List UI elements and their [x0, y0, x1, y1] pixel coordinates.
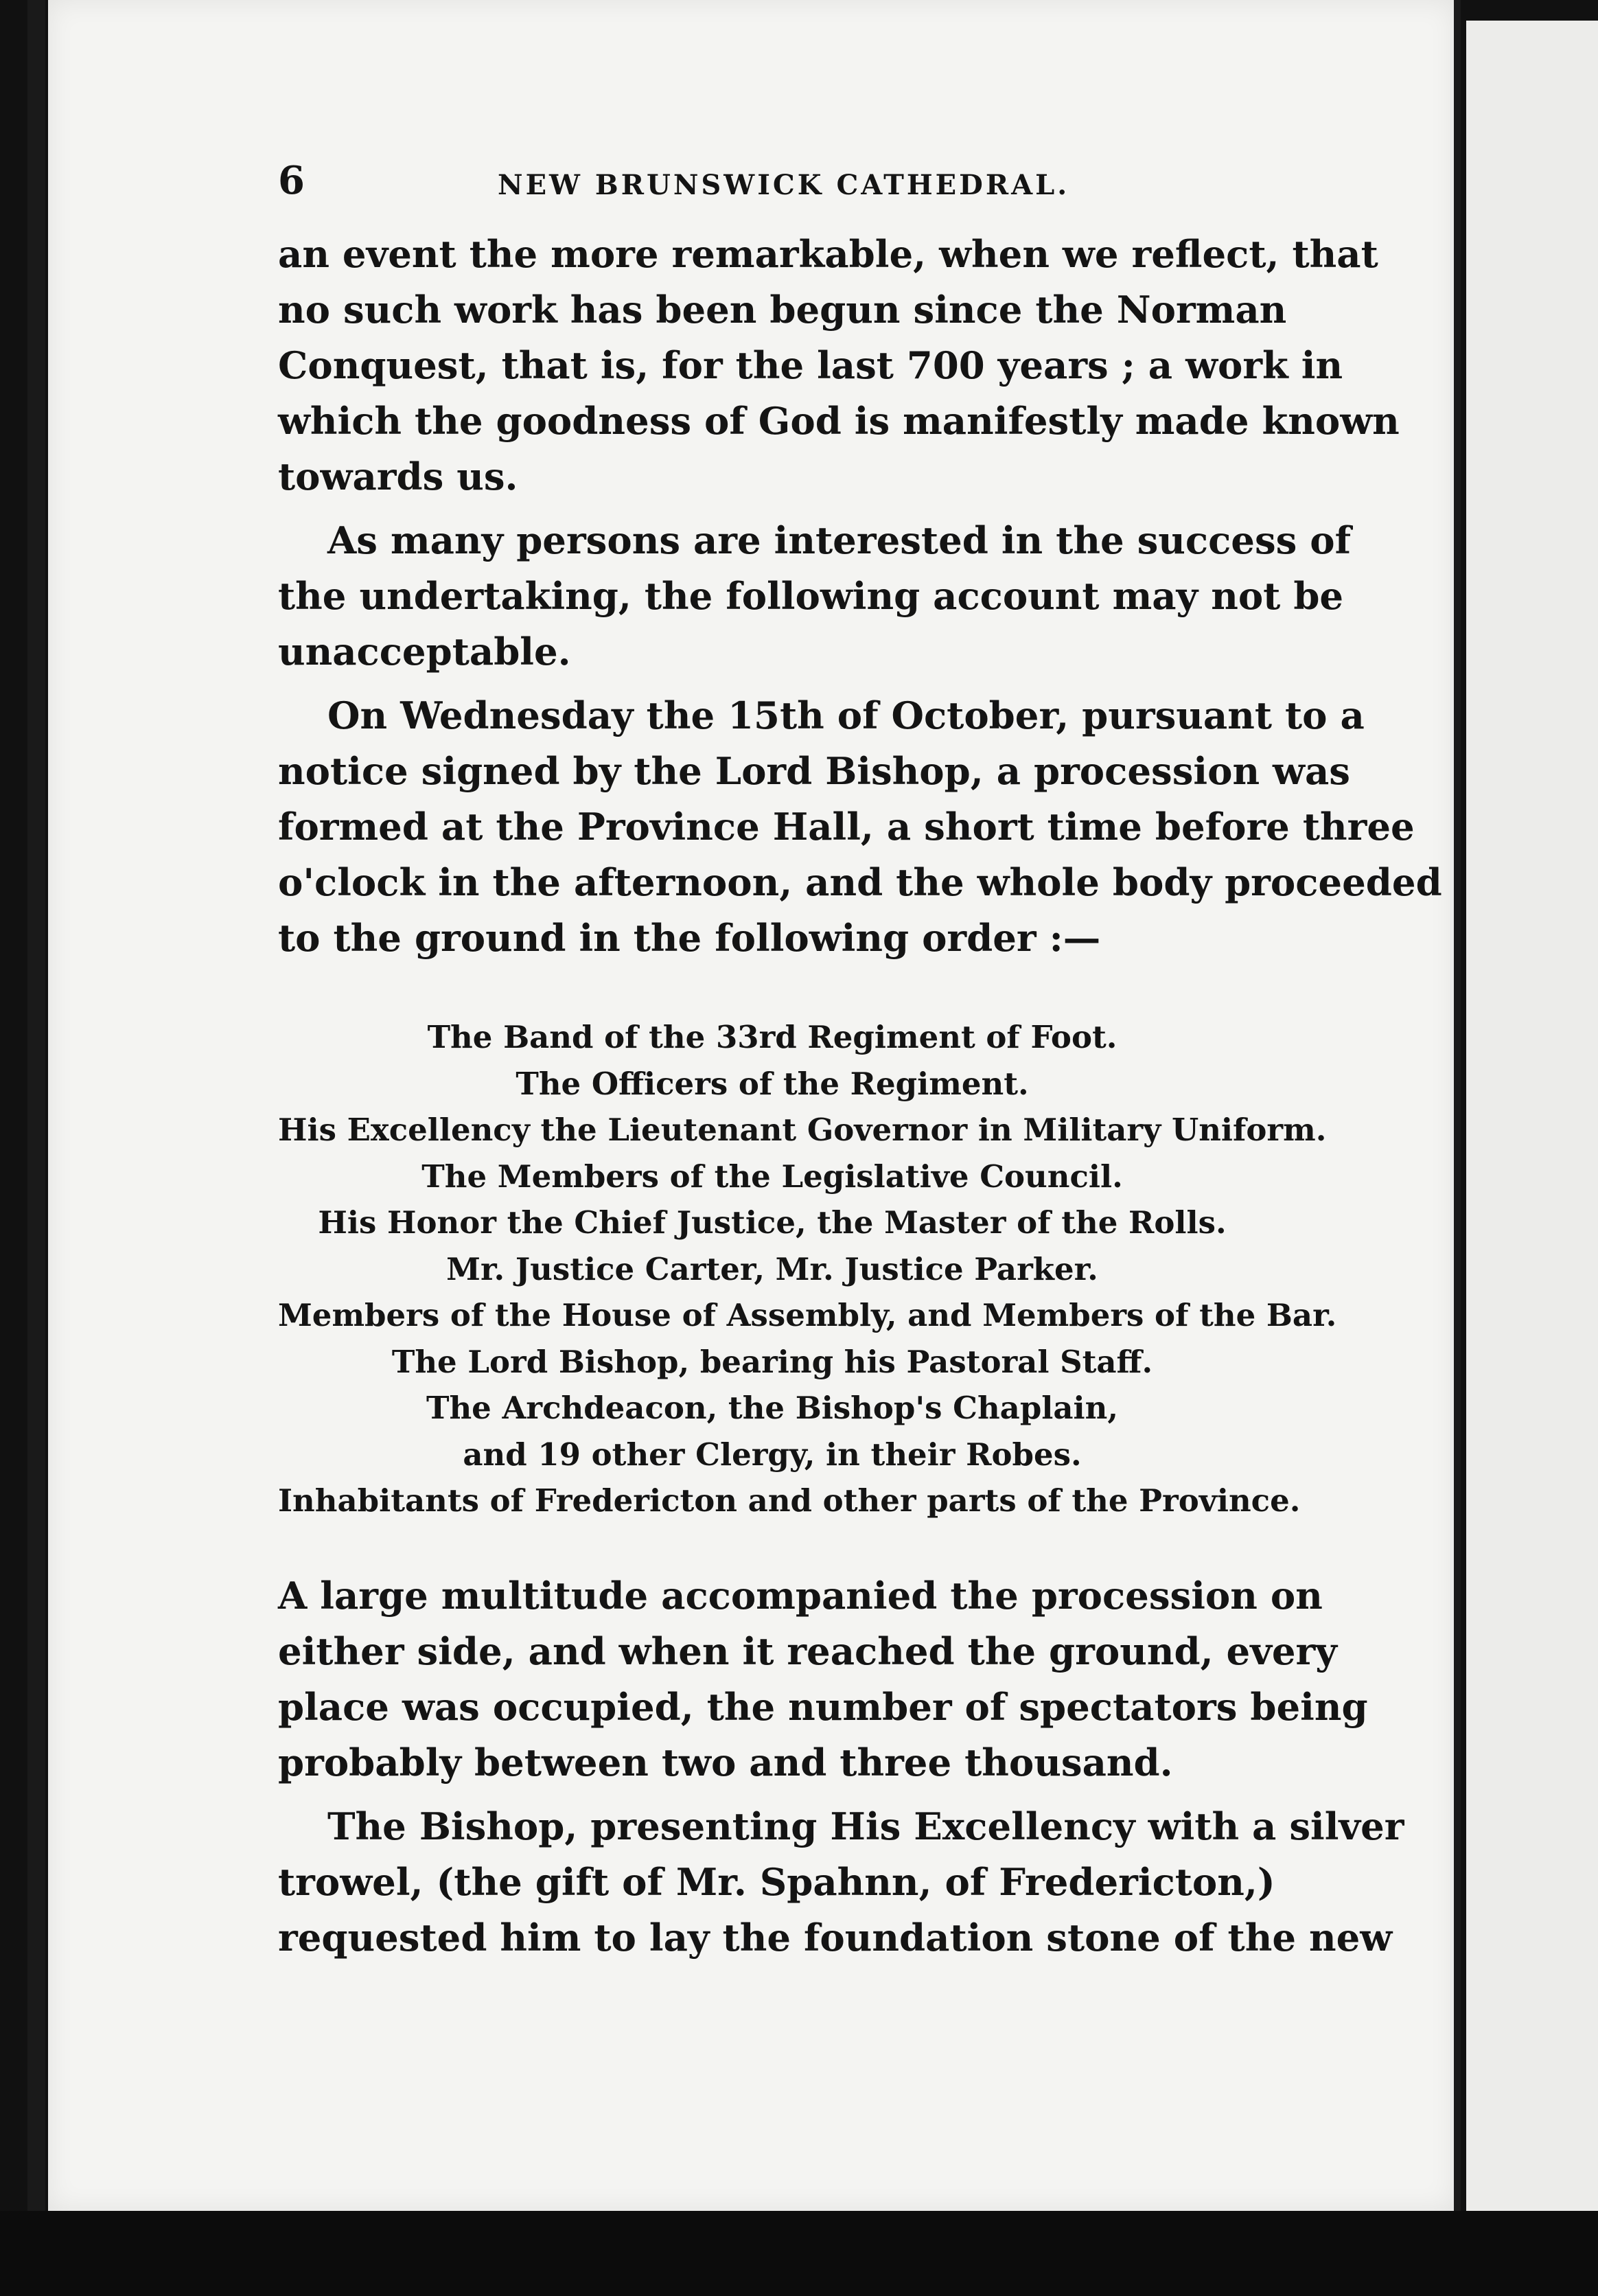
text-line: no such work has been begun since the Norman — [278, 288, 1287, 332]
text-line: place was occupied, the number of spectators being — [278, 1684, 1368, 1729]
text-line: unacceptable. — [278, 630, 571, 674]
procession-item: Mr. Justice Carter, Mr. Justice Parker. — [446, 1250, 1098, 1287]
text-line: which the goodness of God is manifestly made known — [278, 399, 1400, 443]
adjacent-page-edge — [1466, 21, 1598, 2211]
text-line: the undertaking, the following account may not be — [278, 574, 1344, 618]
body-text-continued — [278, 1568, 1404, 1966]
text-line: requested him to lay the foundation stone of the new — [278, 1915, 1393, 1960]
procession-item: The Members of the Legislative Council. — [421, 1158, 1123, 1195]
running-head: NEW BRUNSWICK CATHEDRAL. — [498, 169, 1070, 201]
paragraph — [278, 1568, 1368, 1791]
text-line: As many persons are interested in the success of — [327, 518, 1352, 562]
text-line: Conquest, that is, for the last 700 years ; a work in — [278, 343, 1343, 387]
text-line: either side, and when it reached the ground, every — [278, 1629, 1337, 1673]
procession-item: His Excellency the Lieutenant Governor in Military Uniform. — [278, 1112, 1327, 1148]
paragraph — [278, 1799, 1404, 1966]
text-line: an event the more remarkable, when we reflect, that — [278, 232, 1378, 276]
paragraph — [278, 227, 1400, 505]
procession-item: His Honor the Chief Justice, the Master of the Rolls. — [318, 1204, 1227, 1241]
text-line: probably between two and three thousand. — [278, 1740, 1173, 1784]
page-header — [278, 144, 1266, 227]
procession-item: The Archdeacon, the Bishop's Chaplain, — [426, 1390, 1119, 1426]
text-line: A large multitude accompanied the procession on — [278, 1573, 1323, 1618]
text-line: to the ground in the following order :— — [278, 916, 1101, 960]
text-line: On Wednesday the 15th of October, pursuant to a — [327, 693, 1365, 737]
procession-item: The Lord Bishop, bearing his Pastoral Staff. — [391, 1343, 1153, 1380]
text-line: formed at the Province Hall, a short time before three — [278, 805, 1415, 849]
text-line: notice signed by the Lord Bishop, a procession was — [278, 749, 1350, 793]
page-content — [278, 144, 1442, 1966]
procession-item: Members of the House of Assembly, and Members of the Bar. — [278, 1297, 1337, 1333]
paragraph — [278, 688, 1442, 966]
page-number: 6 — [278, 158, 305, 203]
page-gutter — [1454, 0, 1461, 2218]
procession-item: and 19 other Clergy, in their Robes. — [463, 1436, 1082, 1473]
procession-item: The Officers of the Regiment. — [516, 1065, 1029, 1102]
paragraph — [278, 513, 1352, 680]
scan-bottom-border — [0, 2211, 1598, 2296]
book-spine-edge — [27, 0, 45, 2218]
procession-order-list — [278, 1014, 1337, 1524]
body-text — [278, 227, 1442, 966]
procession-item: Inhabitants of Fredericton and other parts of the Province. — [278, 1482, 1301, 1519]
text-line: o'clock in the afternoon, and the whole body proceeded — [278, 860, 1442, 904]
text-line: The Bishop, presenting His Excellency with a silver — [327, 1804, 1404, 1848]
text-line: towards us. — [278, 455, 518, 498]
text-line: trowel, (the gift of Mr. Spahnn, of Fredericton,) — [278, 1859, 1275, 1904]
procession-item: The Band of the 33rd Regiment of Foot. — [427, 1019, 1118, 1055]
